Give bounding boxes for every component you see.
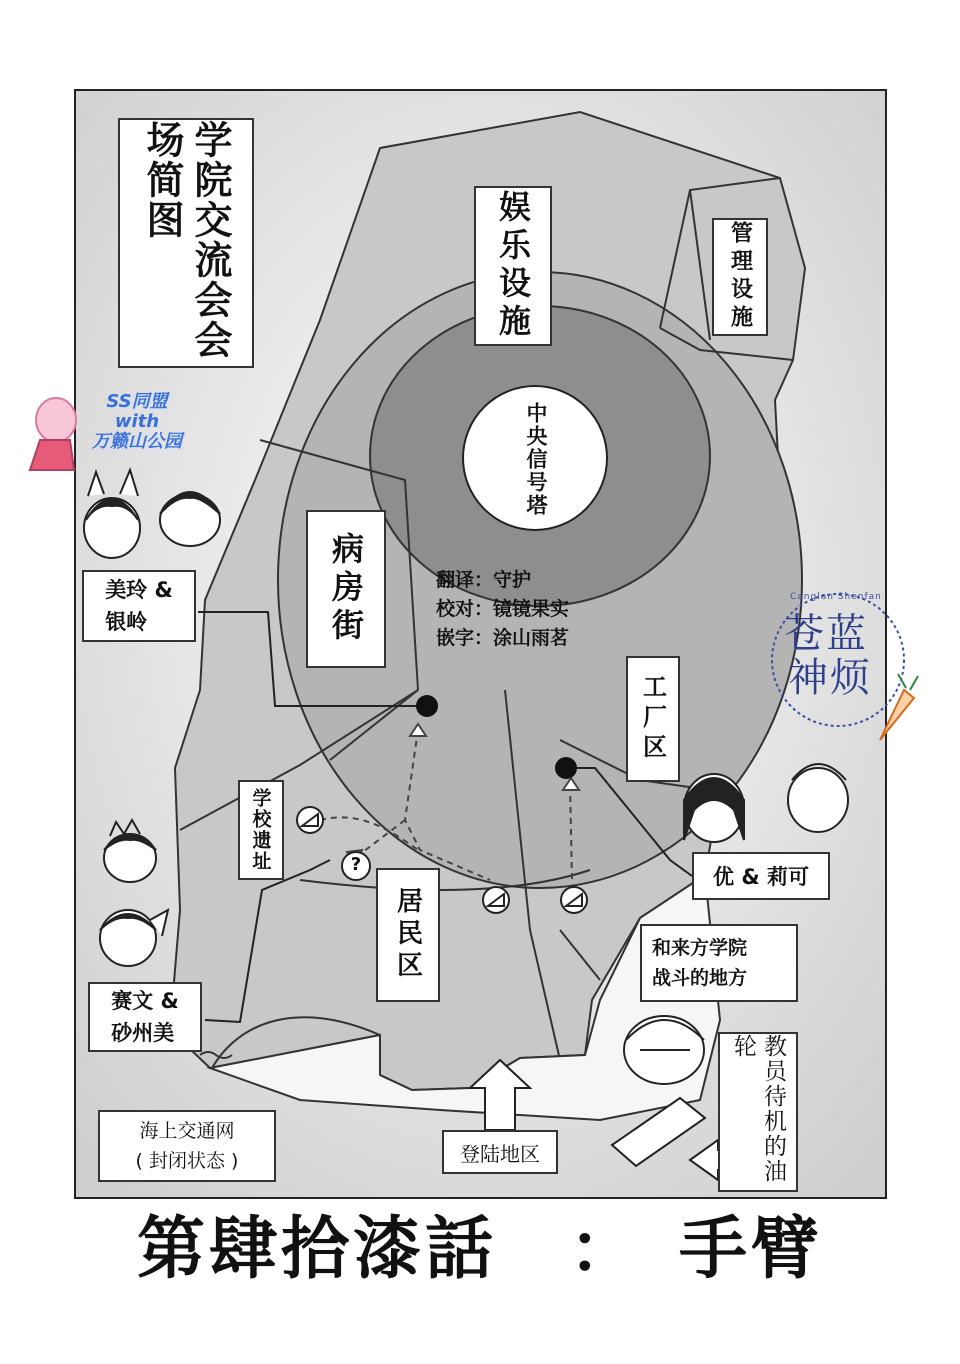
canglan-line1: 苍蓝 [784, 611, 868, 657]
ss-group-line1: SS同盟 [106, 391, 168, 412]
credit-typeset: 嵌字：涂山雨茗 [436, 627, 570, 649]
zone-ward-street: 病房街 [306, 510, 386, 668]
marker-battle-place: 和来方学院 战斗的地方 [640, 924, 798, 1002]
zone-school-ruins: 学校遗址 [238, 780, 284, 880]
canglan-watermark [768, 590, 908, 730]
area-sea-transport: 海上交通网 ( 封闭状态 ) [98, 1110, 276, 1182]
area-teacher-ship: 教员待机的油轮 [718, 1032, 798, 1192]
meiling-position-dot [416, 695, 438, 717]
chibi-teacher [624, 1016, 704, 1084]
area-landing: 登陆地区 [442, 1130, 558, 1174]
you-rika-position-dot [555, 757, 577, 779]
canglan-ring-text: Canglan Shenfan [790, 592, 882, 602]
zone-entertainment: 娱乐设施 [474, 186, 552, 346]
marker-saiwen-sazumi: 赛文 & 砂州美 [88, 982, 202, 1052]
credit-translate: 翻译：守护 [436, 569, 532, 591]
chibi-mascot [30, 398, 76, 470]
ss-group-line3: 万籁山公园 [92, 431, 182, 452]
translation-credits [436, 566, 569, 653]
credit-proofread: 校对：镜镜果实 [436, 598, 570, 620]
map-title: 学院交流会会场简图 [118, 118, 254, 368]
marker-meiling-ginrei: 美玲 & 银岭 [82, 570, 196, 642]
zone-factory: 工厂区 [626, 656, 680, 782]
ss-group-watermark [92, 392, 182, 452]
zone-residential: 居民区 [376, 868, 440, 1002]
chibi-rika [788, 764, 848, 832]
marker-you-rika: 优 & 莉可 [692, 852, 830, 900]
canglan-line2: 神烦 [788, 655, 872, 701]
question-marker-label: ? [350, 854, 362, 875]
ss-group-line2: with [114, 411, 160, 432]
chapter-title: 第肆拾漆話 ： 手臂 [136, 1209, 823, 1289]
zone-central-tower: 中央信号塔 [524, 401, 548, 517]
chibi-you [684, 774, 744, 842]
zone-management: 管理设施 [712, 218, 768, 336]
